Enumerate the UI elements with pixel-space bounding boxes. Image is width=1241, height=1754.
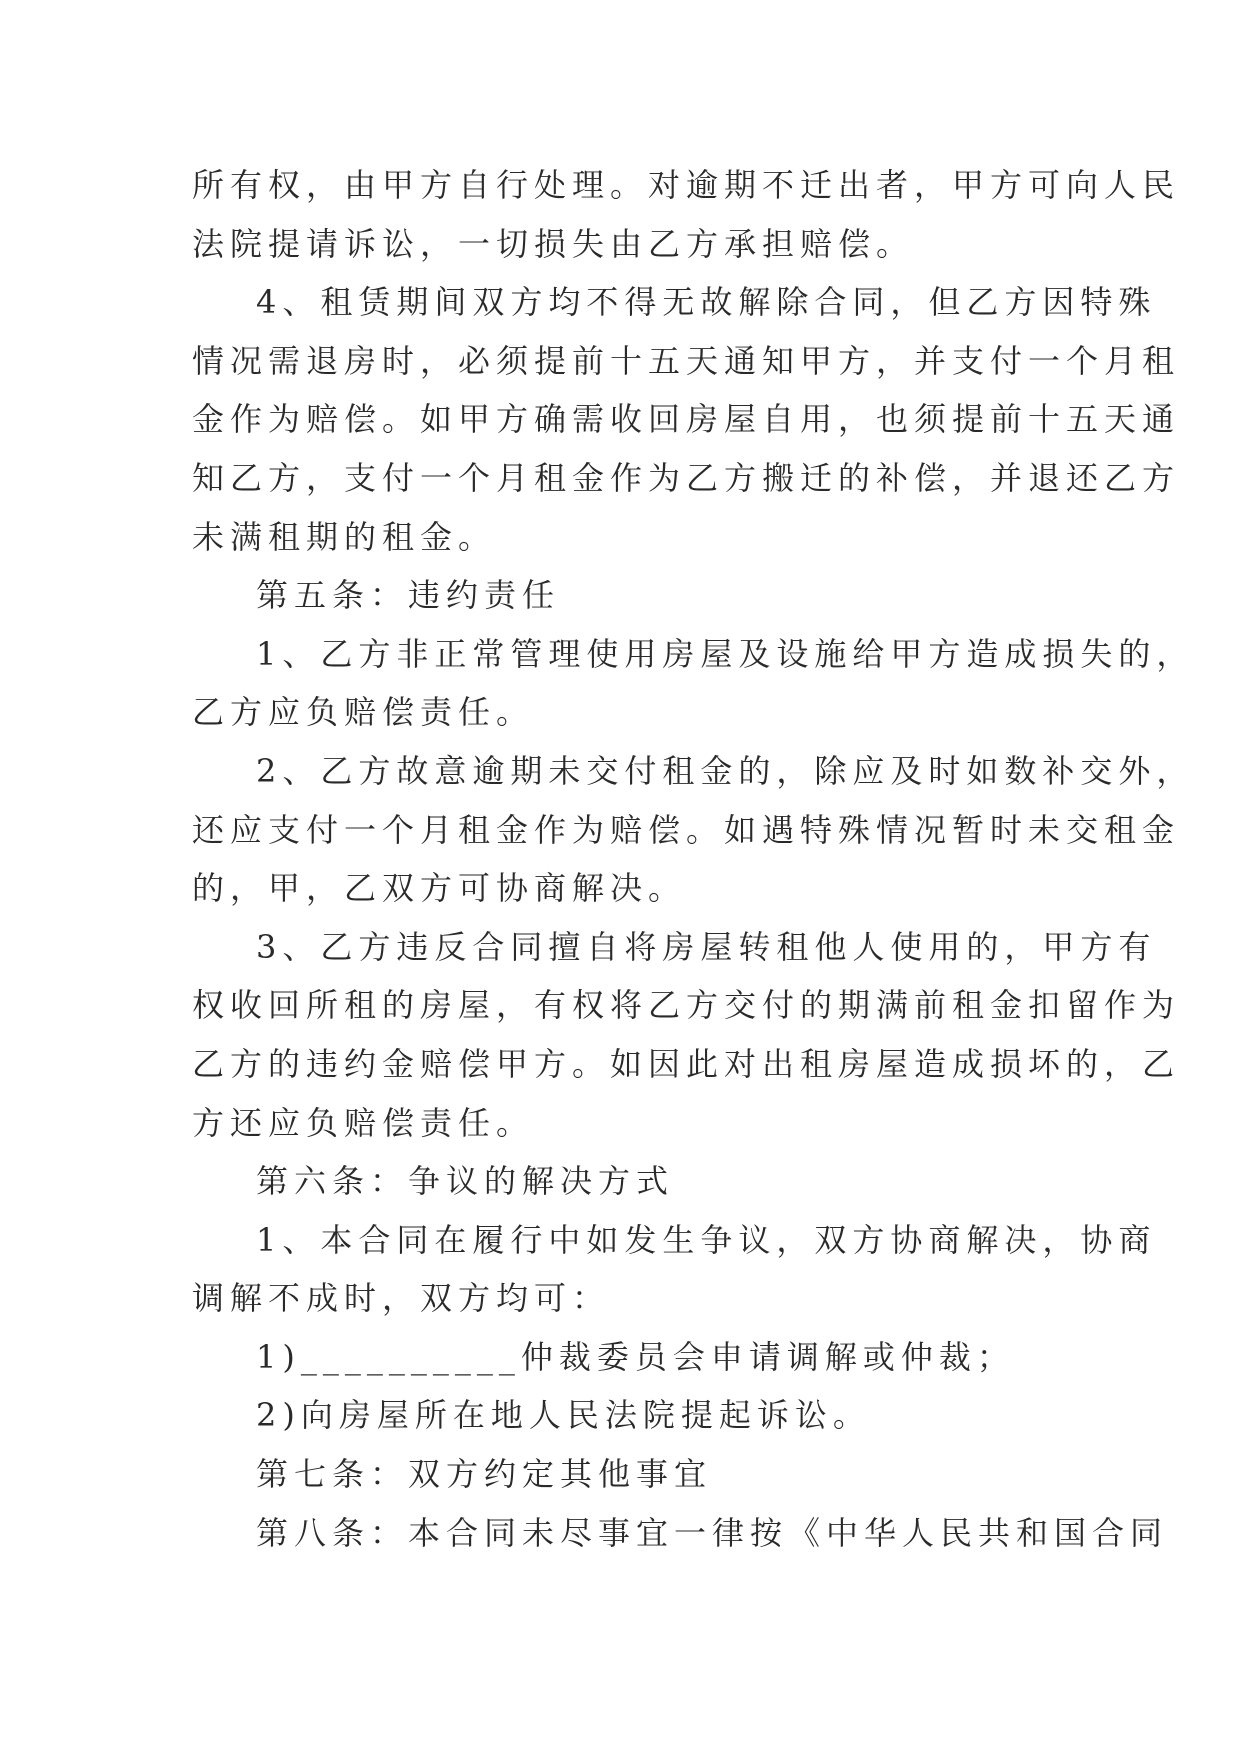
text-line: 未满租期的租金。 bbox=[192, 517, 497, 556]
text-line: 1)__________仲裁委员会申请调解或仲裁； bbox=[256, 1337, 1015, 1376]
text-line: 还应支付一个月租金作为赔偿。如遇特殊情况暂时未交租金 bbox=[192, 810, 1181, 849]
section-heading: 第五条：违约责任 bbox=[256, 576, 561, 615]
text-line: 1、乙方非正常管理使用房屋及设施给甲方造成损失的， bbox=[256, 634, 1195, 673]
text-line: 1、本合同在履行中如发生争议，双方协商解决，协商 bbox=[256, 1220, 1157, 1259]
section-heading: 第六条：争议的解决方式 bbox=[256, 1162, 675, 1201]
text-line: 的，甲，乙双方可协商解决。 bbox=[192, 869, 687, 908]
text-line: 方还应负赔偿责任。 bbox=[192, 1103, 535, 1142]
section-heading: 第八条：本合同未尽事宜一律按《中华人民共和国合同 bbox=[256, 1513, 1169, 1552]
text-line: 金作为赔偿。如甲方确需收回房屋自用，也须提前十五天通 bbox=[192, 400, 1181, 439]
text-line: 调解不成时，双方均可： bbox=[192, 1279, 611, 1318]
text-line: 2、乙方故意逾期未交付租金的，除应及时如数补交外， bbox=[256, 751, 1195, 790]
text-line: 4、租赁期间双方均不得无故解除合同，但乙方因特殊 bbox=[256, 283, 1157, 322]
text-line: 2)向房屋所在地人民法院提起诉讼。 bbox=[256, 1396, 871, 1435]
text-line: 法院提请诉讼，一切损失由乙方承担赔偿。 bbox=[192, 224, 915, 263]
text-line: 乙方的违约金赔偿甲方。如因此对出租房屋造成损坏的，乙 bbox=[192, 1044, 1181, 1083]
document-body bbox=[192, 156, 1195, 1562]
text-line: 权收回所租的房屋，有权将乙方交付的期满前租金扣留作为 bbox=[192, 986, 1181, 1025]
text-line: 乙方应负赔偿责任。 bbox=[192, 693, 535, 732]
section-heading: 第七条：双方约定其他事宜 bbox=[256, 1455, 713, 1494]
text-line: 3、乙方违反合同擅自将房屋转租他人使用的，甲方有 bbox=[256, 927, 1157, 966]
text-line: 知乙方，支付一个月租金作为乙方搬迁的补偿，并退还乙方 bbox=[192, 458, 1181, 497]
text-line: 所有权，由甲方自行处理。对逾期不迁出者，甲方可向人民 bbox=[192, 166, 1181, 204]
text-line: 情况需退房时，必须提前十五天通知甲方，并支付一个月租 bbox=[192, 341, 1181, 380]
